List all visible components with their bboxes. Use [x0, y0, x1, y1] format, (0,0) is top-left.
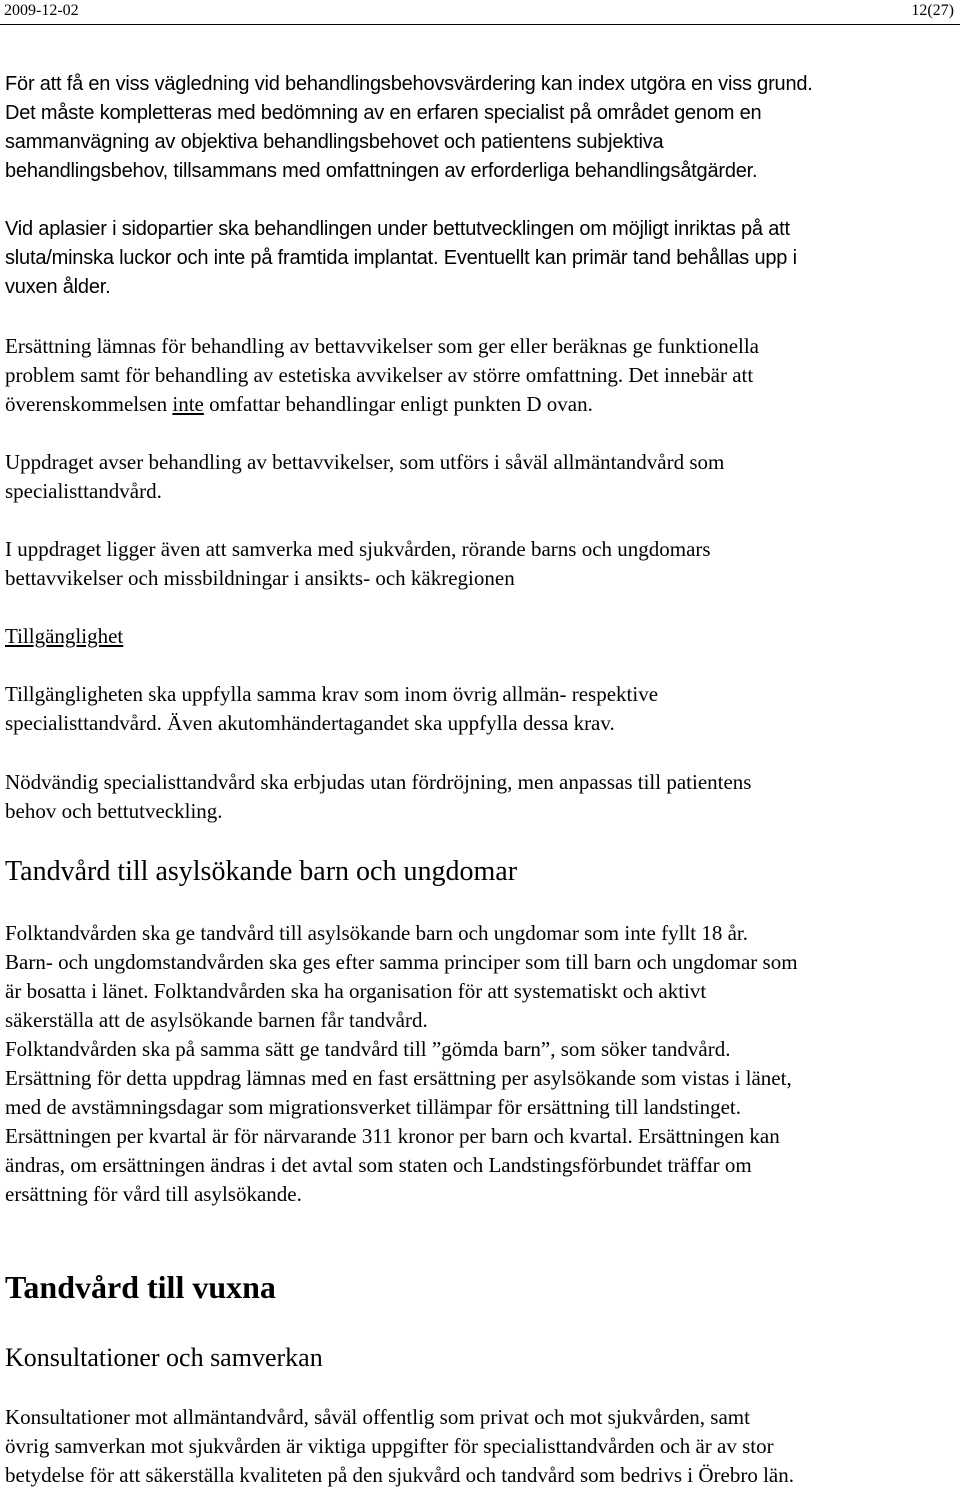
header-date: 2009-12-02: [4, 2, 79, 19]
text-line: Ersättning lämnas för behandling av bettavvikelser som ger eller beräknas ge funktionella: [5, 334, 760, 358]
text-line: är bosatta i länet. Folktandvården ska ha organisation för att systematiskt och aktivt: [5, 979, 707, 1003]
paragraph-asylsokande: [5, 919, 955, 1209]
heading-asylsokande: Tandvård till asylsökande barn och ungdomar: [5, 856, 518, 887]
text-line: Det måste kompletteras med bedömning av en erfaren specialist på området genom en: [5, 102, 762, 124]
text-line: Uppdraget avser behandling av bettavvikelser, som utförs i såväl allmäntandvård som: [5, 450, 725, 474]
text-line: Tillgängligheten ska uppfylla samma krav som inom övrig allmän- respektive: [5, 682, 659, 706]
text-line: behandlingsbehov, tillsammans med omfattningen av erforderliga behandlingsåtgärder.: [5, 160, 758, 182]
heading-text: Tillgänglighet: [5, 624, 124, 648]
text-line: Nödvändig specialisttandvård ska erbjudas utan fördröjning, men anpassas till patientens: [5, 770, 752, 794]
header-page-number: 12(27): [911, 2, 954, 19]
text-line: behov och bettutveckling.: [5, 799, 223, 823]
text-line: specialisttandvård.: [5, 479, 162, 503]
text-line: Ersättningen per kvartal är för närvarande 311 kronor per barn och kvartal. Ersättningen kan: [5, 1124, 780, 1148]
paragraph-uppdraget: [5, 448, 955, 506]
paragraph-nodvandig: [5, 768, 955, 826]
text-line: bettavvikelser och missbildningar i ansikts- och käkregionen: [5, 566, 515, 590]
paragraph-konsultationer: [5, 1403, 955, 1490]
text-line: Folktandvården ska på samma sätt ge tandvård till ”gömda barn”, som söker tandvård.: [5, 1037, 731, 1061]
text-segment: omfattar behandlingar enligt punkten D ovan.: [203, 392, 593, 416]
text-line: betydelse för att säkerställa kvaliteten på den sjukvård och tandvård som bedrivs i Örebro län.: [5, 1463, 794, 1487]
header-divider: [0, 24, 960, 25]
text-line: ersättning för vård till asylsökande.: [5, 1182, 302, 1206]
text-line: med de avstämningsdagar som migrationsverket tillämpar för ersättning till landstinget.: [5, 1095, 741, 1119]
text-segment: överenskommelsen: [5, 392, 173, 416]
text-line: sluta/minska luckor och inte på framtida implantat. Eventuellt kan primär tand behållas upp i: [5, 247, 797, 269]
text-line: Vid aplasier i sidopartier ska behandlingen under bettutvecklingen om möjligt inriktas på att: [5, 218, 790, 240]
text-line: sammanvägning av objektiva behandlingsbehovet och patientens subjektiva: [5, 131, 664, 153]
paragraph-ersattning: [5, 332, 955, 419]
text-line: Barn- och ungdomstandvården ska ges efter samma principer som till barn och ungdomar som: [5, 950, 798, 974]
text-line: specialisttandvård. Även akutomhändertagandet ska uppfylla dessa krav.: [5, 711, 615, 735]
text-line: Konsultationer mot allmäntandvård, såväl offentlig som privat och mot sjukvården, samt: [5, 1405, 750, 1429]
paragraph-index-guidance: [5, 70, 955, 186]
text-line: övrig samverkan mot sjukvården är viktiga uppgifter för specialisttandvården och är av stor: [5, 1434, 774, 1458]
text-line: Folktandvården ska ge tandvård till asylsökande barn och ungdomar som inte fyllt 18 år.: [5, 921, 748, 945]
paragraph-aplasier: [5, 215, 955, 302]
text-line: I uppdraget ligger även att samverka med sjukvården, rörande barns och ungdomars: [5, 537, 711, 561]
text-line: [5, 390, 955, 419]
text-line: problem samt för behandling av estetiska avvikelser av större omfattning. Det innebär att: [5, 363, 754, 387]
text-line: vuxen ålder.: [5, 276, 111, 298]
heading-konsultationer: Konsultationer och samverkan: [5, 1343, 323, 1372]
text-line: För att få en viss vägledning vid behandlingsbehovsvärdering kan index utgöra en viss grund.: [5, 73, 813, 95]
text-line: Ersättning för detta uppdrag lämnas med en fast ersättning per asylsökande som vistas i länet,: [5, 1066, 792, 1090]
underlined-word: inte: [172, 392, 204, 416]
text-line: ändras, om ersättningen ändras i det avtal som staten och Landstingsförbundet träffar om: [5, 1153, 752, 1177]
paragraph-tillganglighet: [5, 680, 955, 738]
heading-vuxna: Tandvård till vuxna: [5, 1269, 276, 1305]
paragraph-samverka: [5, 535, 955, 593]
heading-tillganglighet: [5, 622, 955, 651]
text-line: säkerställa att de asylsökande barnen får tandvård.: [5, 1008, 428, 1032]
